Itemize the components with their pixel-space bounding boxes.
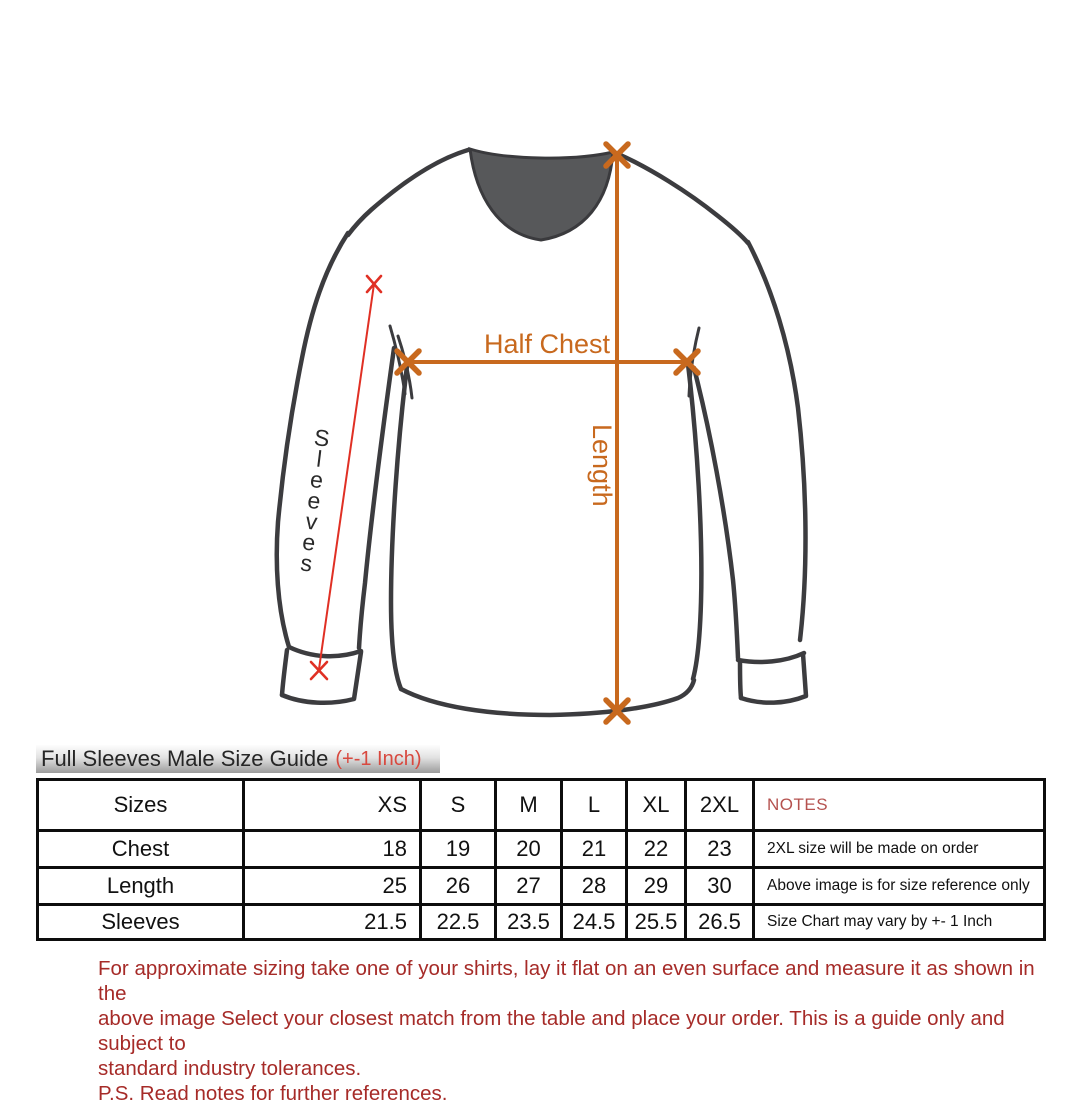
cell: 22.5 bbox=[421, 905, 496, 940]
header-notes: NOTES bbox=[754, 780, 1045, 831]
title-tolerance: (+-1 Inch) bbox=[335, 747, 422, 770]
cell: 28 bbox=[562, 868, 627, 905]
cell: 23.5 bbox=[496, 905, 562, 940]
shirt-left-cuff bbox=[289, 647, 361, 656]
header-2xl: 2XL bbox=[686, 780, 754, 831]
cell: 30 bbox=[686, 868, 754, 905]
cell: 25 bbox=[244, 868, 421, 905]
half-chest-label: Half Chest bbox=[483, 329, 611, 359]
table-row-chest bbox=[38, 831, 1045, 868]
cell: 20 bbox=[496, 831, 562, 868]
cell: 26.5 bbox=[686, 905, 754, 940]
row-note: Size Chart may vary by +- 1 Inch bbox=[754, 905, 1045, 940]
row-label: Length bbox=[38, 868, 244, 905]
row-note: 2XL size will be made on order bbox=[754, 831, 1045, 868]
shirt-left-shoulder bbox=[348, 150, 468, 235]
header-xs: XS bbox=[244, 780, 421, 831]
shirt-body-left bbox=[391, 366, 407, 689]
cell: 21 bbox=[562, 831, 627, 868]
title-bar bbox=[36, 745, 440, 773]
shirt-neck bbox=[470, 149, 613, 240]
row-label: Chest bbox=[38, 831, 244, 868]
table-header-row bbox=[38, 780, 1045, 831]
shirt-right-cuff bbox=[738, 653, 804, 662]
shirt-right-sleeve-outer bbox=[748, 242, 806, 640]
shirt-right-cuff-left bbox=[740, 662, 741, 698]
footer-line: For approximate sizing take one of your shirts, lay it flat on an even surface and measure it as shown in the bbox=[98, 957, 1035, 1005]
cell: 29 bbox=[627, 868, 686, 905]
shirt-body-right bbox=[688, 364, 701, 679]
header-m: M bbox=[496, 780, 562, 831]
shirt-left-sleeve-inner bbox=[359, 348, 394, 648]
table-row-sleeves bbox=[38, 905, 1045, 940]
shirt-hem bbox=[401, 680, 694, 715]
shirt-left-cuff-bottom bbox=[282, 652, 361, 703]
header-xl: XL bbox=[627, 780, 686, 831]
header-l: L bbox=[562, 780, 627, 831]
cell: 24.5 bbox=[562, 905, 627, 940]
cell: 18 bbox=[244, 831, 421, 868]
sleeves-label: S l e e v e s bbox=[299, 424, 331, 577]
header-s: S bbox=[421, 780, 496, 831]
row-note: Above image is for size reference only bbox=[754, 868, 1045, 905]
cell: 27 bbox=[496, 868, 562, 905]
footer-line-ps: P.S. Read notes for further references. bbox=[98, 1082, 448, 1105]
title-text: Full Sleeves Male Size Guide bbox=[41, 746, 329, 771]
cell: 26 bbox=[421, 868, 496, 905]
cell: 22 bbox=[627, 831, 686, 868]
footer-line: above image Select your closest match from the table and place your order. This is a guide only and subject to bbox=[98, 1007, 1005, 1055]
table-row-length bbox=[38, 868, 1045, 905]
footer-line: standard industry tolerances. bbox=[98, 1057, 362, 1080]
footer-note bbox=[98, 956, 1058, 1106]
cell: 23 bbox=[686, 831, 754, 868]
row-label: Sleeves bbox=[38, 905, 244, 940]
shirt-right-shoulder bbox=[616, 153, 748, 243]
header-sizes: Sizes bbox=[38, 780, 244, 831]
cell: 25.5 bbox=[627, 905, 686, 940]
cell: 21.5 bbox=[244, 905, 421, 940]
length-label: Length bbox=[587, 424, 617, 507]
shirt-left-cuff-left bbox=[282, 650, 287, 695]
size-table bbox=[36, 778, 1046, 941]
cell: 19 bbox=[421, 831, 496, 868]
